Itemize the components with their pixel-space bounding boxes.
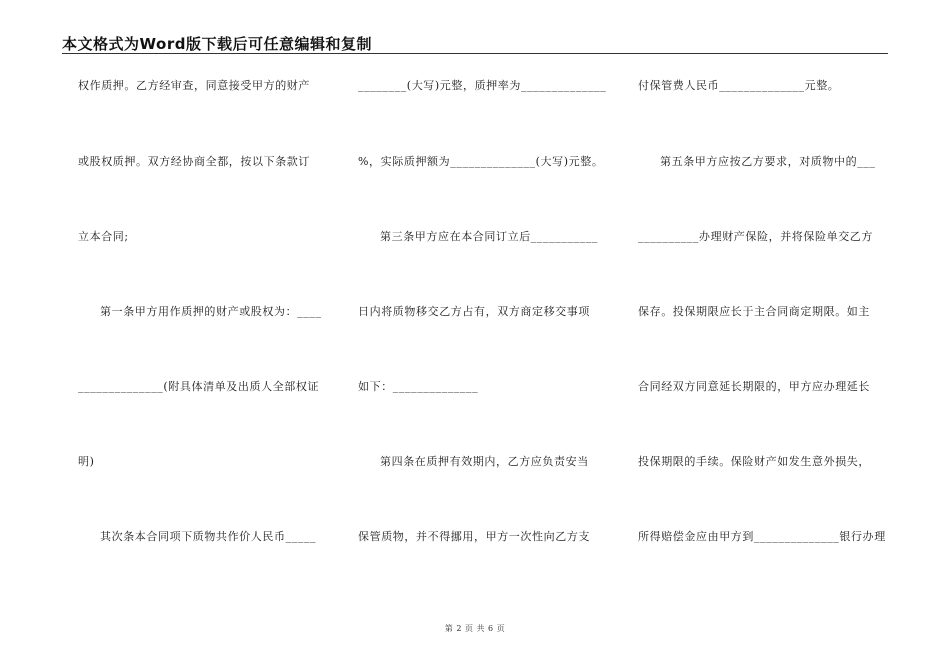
text-line: %，实际质押额为______________(大写)元整。	[358, 155, 604, 168]
text-line: 保存。投保期限应长于主合同商定期限。如主	[638, 305, 870, 318]
text-line: 如下：______________	[358, 380, 479, 393]
text-line: 合同经双方同意延长期限的，甲方应办理延长	[638, 380, 870, 393]
text-line: 或股权质押。双方经协商全都，按以下条款订	[78, 155, 310, 168]
text-line: 付保管费人民币______________元整。	[638, 79, 840, 92]
text-line: 第三条甲方应在本合同订立后___________	[380, 230, 598, 243]
header-divider	[62, 53, 888, 54]
document-header-title: 本文格式为Word版下载后可任意编辑和复制	[62, 35, 372, 53]
text-line: 所得赔偿金应由甲方到______________银行办理	[638, 530, 886, 543]
text-line: 第一条甲方用作质押的财产或股权为：____	[100, 305, 322, 318]
text-line: 权作质押。乙方经审查，同意接受甲方的财产	[78, 79, 310, 92]
text-line: 日内将质物移交乙方占有，双方商定移交事项	[358, 305, 590, 318]
text-line: 第四条在质押有效期内，乙方应负责安当	[380, 455, 589, 468]
page-number: 第 2 页 共 6 页	[444, 624, 506, 633]
text-line: 明)	[78, 455, 95, 468]
text-line: 投保期限的手续。保险财产如发生意外损失，	[638, 455, 870, 468]
text-line: 第五条甲方应按乙方要求，对质物中的___	[660, 155, 876, 168]
text-line: 保管质物，并不得挪用，甲方一次性向乙方支	[358, 530, 590, 543]
text-line: ______________(附具体清单及出质人全部权证	[78, 380, 320, 393]
text-line: ________(大写)元整，质押率为______________	[358, 79, 607, 92]
text-line: __________办理财产保险，并将保险单交乙方	[638, 230, 873, 243]
text-line: 立本合同;	[78, 230, 129, 243]
text-line: 其次条本合同项下质物共作价人民币_____	[100, 530, 317, 543]
